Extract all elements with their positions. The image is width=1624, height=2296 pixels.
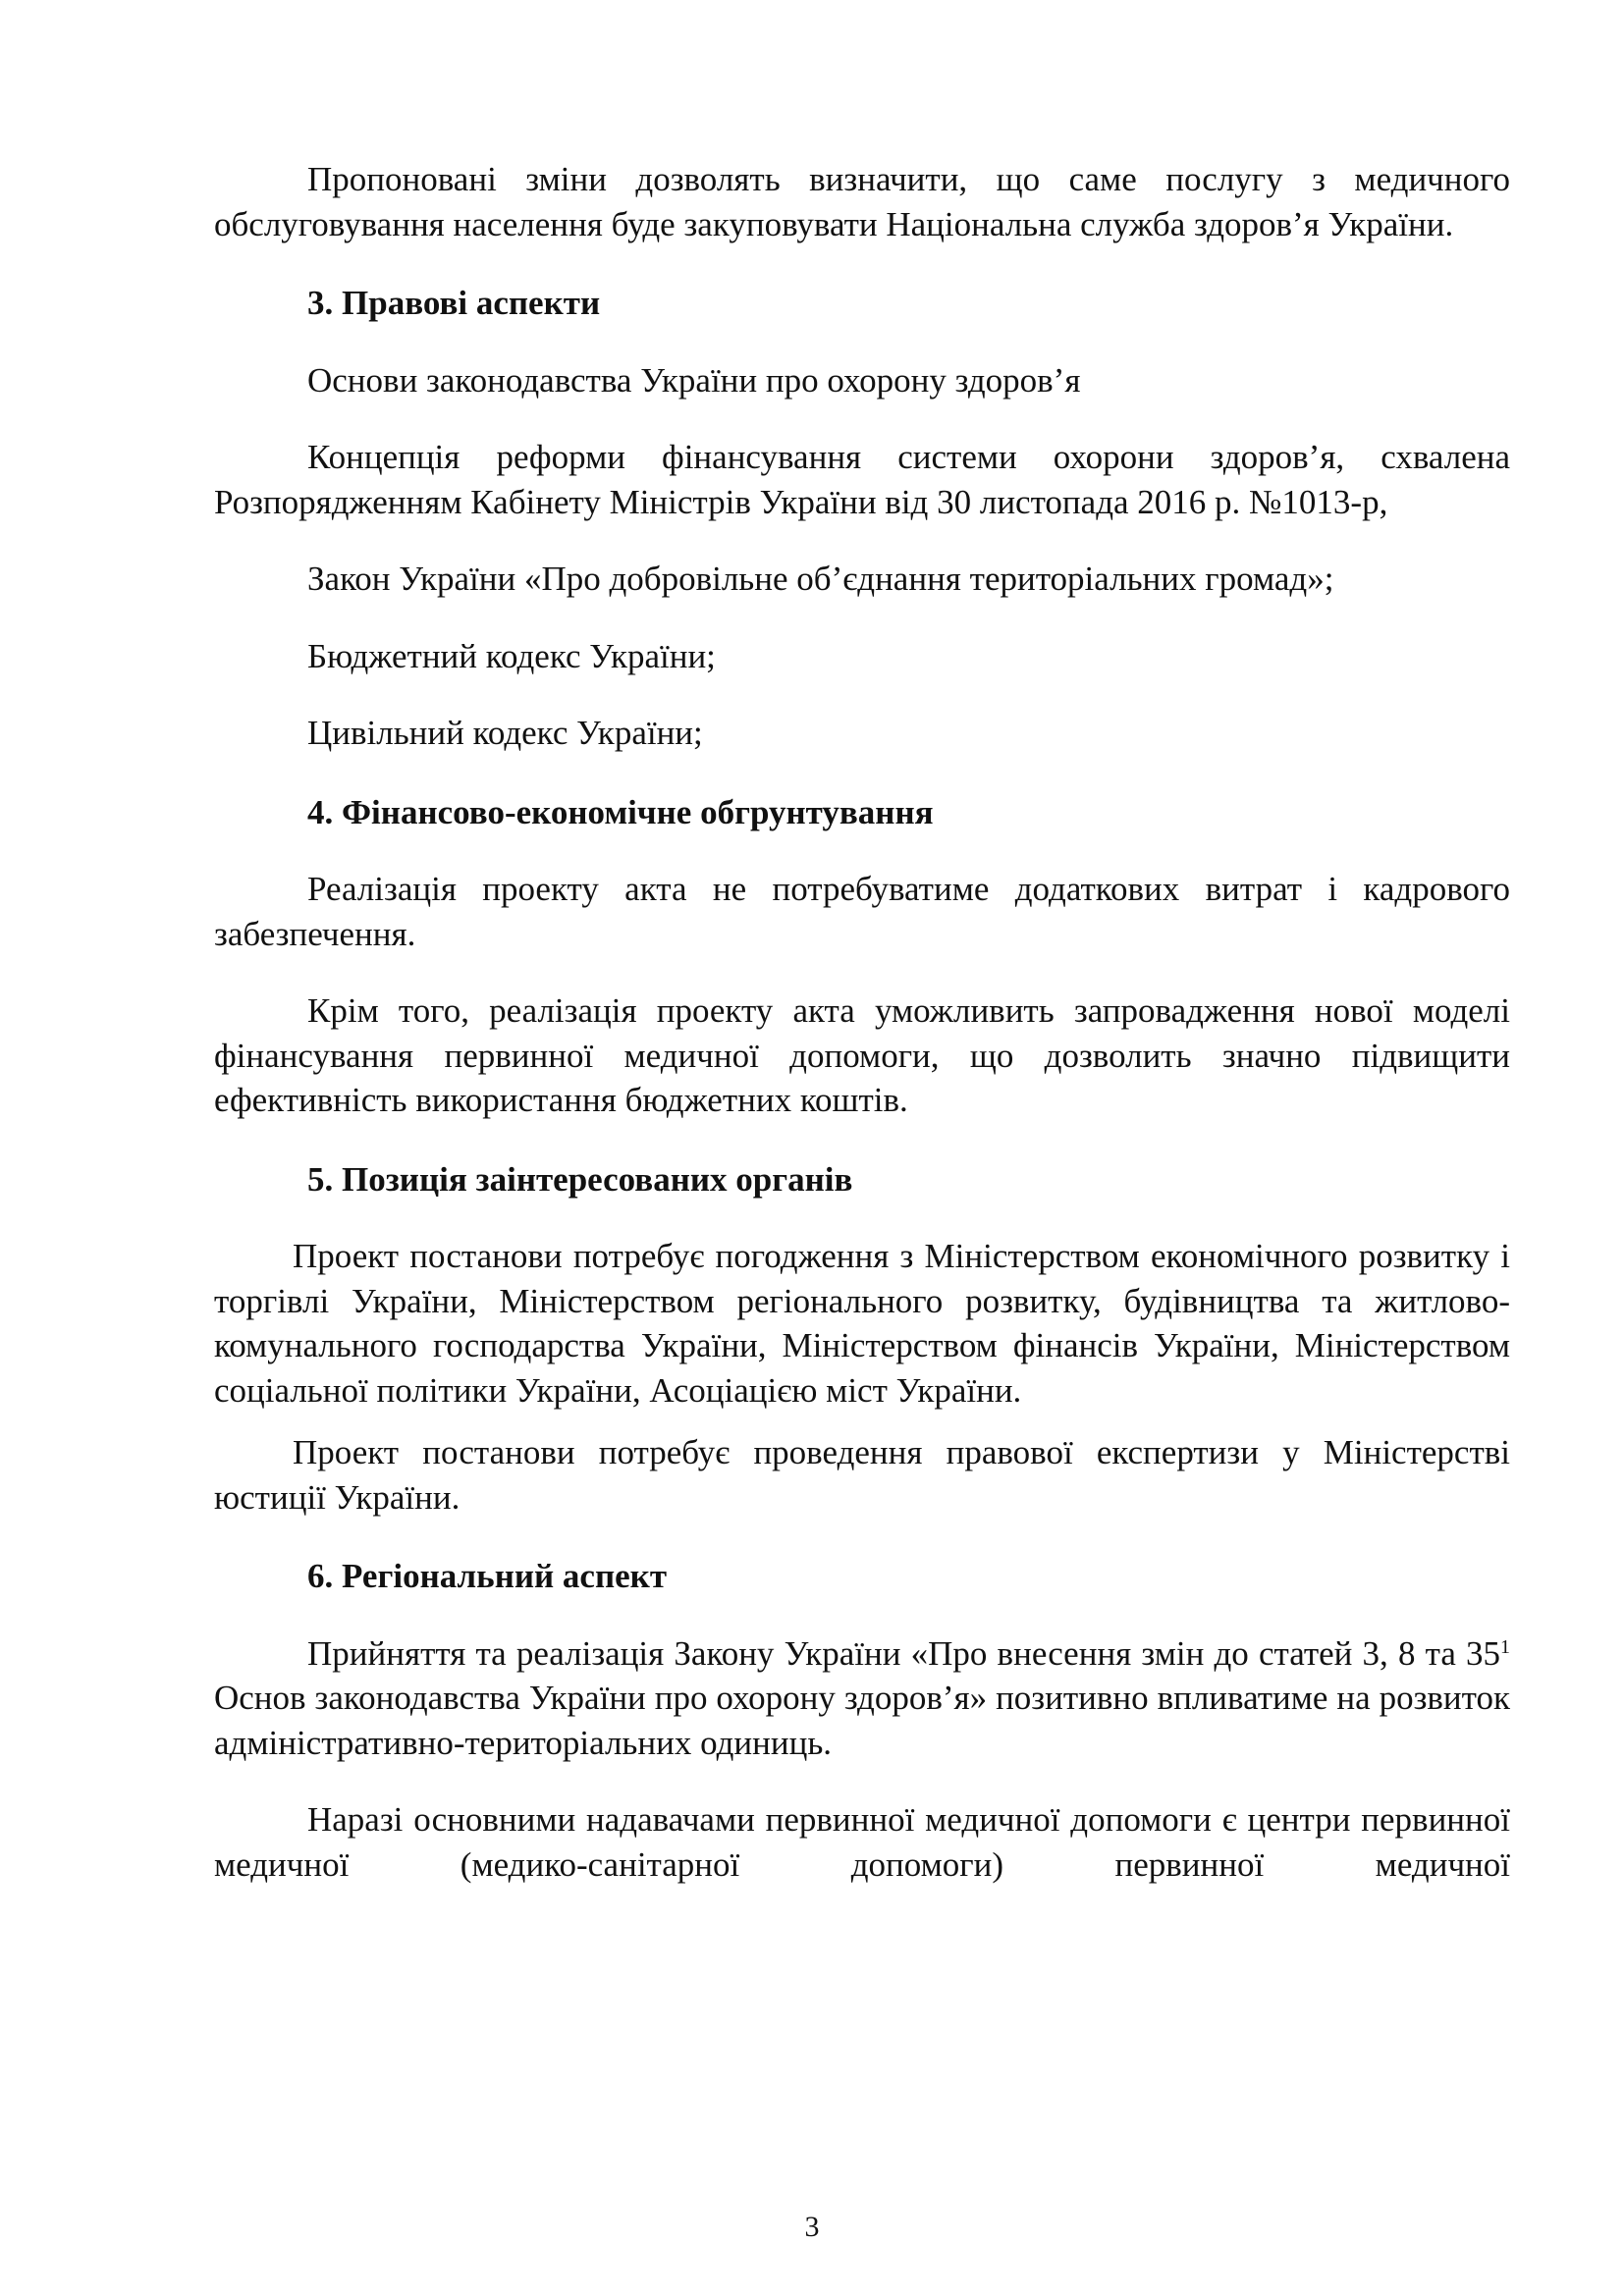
section-6-paragraph-1-part-a: Прийняття та реалізація Закону України «Про внесення змін до статей 3, 8 та 35 xyxy=(307,1633,1500,1673)
section-6-paragraph-1 xyxy=(214,1631,1510,1766)
section-4-paragraph-2: Крім того, реалізація проекту акта уможливить запровадження нової моделі фінансування первинної медичної допомоги, що дозволить значно підвищити ефективність використання бюджетних коштів. xyxy=(214,991,1510,1119)
section-6-paragraph-1-part-b: Основ законодавства України про охорону здоров’я» позитивно впливатиме на розвиток адміністративно-територіальних одиниць. xyxy=(214,1679,1510,1762)
legal-item-4: Бюджетний кодекс України; xyxy=(307,636,716,675)
document-page xyxy=(214,157,1510,1887)
section-5-heading: 5. Позиція заінтересованих органів xyxy=(307,1159,853,1199)
legal-item-5: Цивільний кодекс України; xyxy=(307,714,703,752)
section-5-paragraph-2: Проект постанови потребує проведення правової експертизи у Міністерстві юстиції України. xyxy=(214,1433,1510,1517)
page-number: 3 xyxy=(804,2211,820,2243)
section-6-heading: 6. Регіональний аспект xyxy=(307,1557,668,1595)
legal-item-3: Закон України «Про добровільне об’єднання територіальних громад»; xyxy=(307,560,1334,598)
intro-paragraph: Пропоновані зміни дозволять визначити, що саме послугу з медичного обслуговування населення буде закуповувати Національна служба здоров’я України. xyxy=(214,160,1510,243)
section-3-heading: 3. Правові аспекти xyxy=(307,284,601,322)
section-6-paragraph-2: Наразі основними надавачами первинної медичної допомоги є центри первинної медичної (медико-санітарної допомоги) первинної медичної xyxy=(214,1800,1510,1884)
section-4-paragraph-1: Реалізація проекту акта не потребуватиме додаткових витрат і кадрового забезпечення. xyxy=(214,870,1510,953)
legal-item-1: Основи законодавства України про охорону здоров’я xyxy=(307,360,1081,400)
section-5-paragraph-1: Проект постанови потребує погодження з Міністерством економічного розвитку і торгівлі України, Міністерством регіонального розвитку, будівництва та житлово-комунального господарства України, Міністерством фінансів України, Міністерством соціальної політики України, Асоціацією міст України. xyxy=(214,1237,1510,1410)
section-4-heading: 4. Фінансово-економічне обгрунтування xyxy=(307,792,934,831)
superscript-marker: 1 xyxy=(1500,1635,1510,1658)
legal-item-2: Концепція реформи фінансування системи охорони здоров’я, схвалена Розпорядженням Кабінету Міністрів України від 30 листопада 2016 р. №1013-р, xyxy=(214,438,1510,521)
